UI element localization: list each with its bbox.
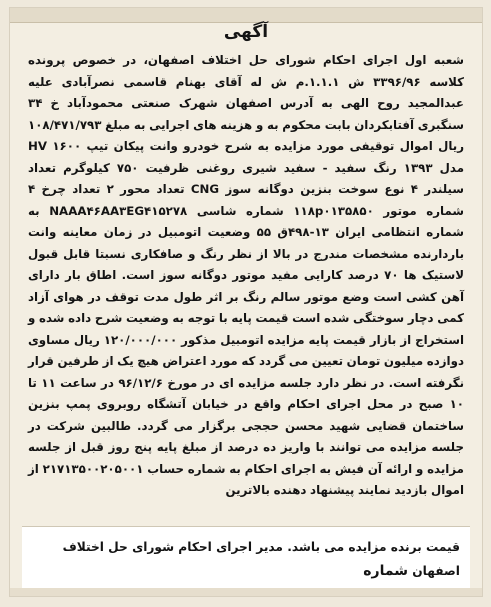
notice-body: شعبه اول اجرای احکام شورای حل اختلاف اصفهان، در خصوص پرونده کلاسه ۳۳۹۶/۹۶ ش ۱.۱.۱.م ش له آقای بهنام قاسمی نصرآبادی علیه عبدالمجید روح الهی به آدرس اصفهان شهرک صنعتی محمودآباد خ ۳۴ سنگبری آفتابکردان بابت محکوم به و هزینه های اجرایی به مبلغ ۱۰۸/۴۷۱/۷۹۳ ریال اموال توقیفی مورد مزایده به شرح خودرو وانت پیکان تیپ HV ۱۶۰۰ مدل ۱۳۹۳ رنگ سفید - سفید شیری روغنی ظرفیت ۷۵۰ کیلوگرم تعداد سیلندر ۴ نوع سوخت بنزین دوگانه سوز CNG تعداد محور ۲ تعداد چرخ ۴ شماره موتور ۱۱۸p۰۱۳۵۸۵۰ شماره شاسی NAAA۴۶AA۳EG۴۱۵۲۷۸ به شماره انتظامی ایران ۱۳-۴۹۸ق ۵۵ وضعیت اتومبیل در زمان معاینه وانت باردارنده مشخصات مندرج در بالا از نظر رنگ و صافکاری نسبتا قابل قبول لاستیک ها ۷۰ درصد کارایی مفید موتور دوگانه سوز است. اطاق بار دارای آهن کشی است وضع موتور سالم رنگ بر اثر طول مدت توقف در هوای آزاد کمی دچار سوختگی شده است قیمت پایه با توجه به وضعیت شرح داده شده و استخراج از بازار قیمت پایه مزایده اتومبیل مذکور ۱۲۰/۰۰۰/۰۰۰ ریال مساوی دوازده میلیون تومان تعیین می گردد که مورد اعتراض هیچ یک از طرفین قرار نگرفته است. در نظر دارد جلسه مزایده ای در مورخ ۹۶/۱۲/۶ در ساعت ۱۱ تا ۱۰ صبح در محل اجرای احکام واقع در خیابان آتشگاه روبروی پمپ بنزین ساختمان قضایی شهید محسن حججی برگزار می گردد. طالبین شرکت در جلسه مزایده می توانند با واریز ده درصد از مبلغ پایه پنج روز قبل از جلسه مزایده و ارائه آن فیش به اجرای احکام به شماره حساب ۲۱۷۱۳۵۰۰۲۰۵۰۰۱ از اموال بازدید نمایند پیشنهاد دهنده بالاترین (28, 53, 465, 497)
footer-number-label: شماره (363, 563, 408, 579)
footer-signature-text: قیمت برنده مزایده می باشد. مدیر اجرای احکام شورای حل اختلاف اصفهان (62, 540, 460, 578)
notice-footer (22, 526, 470, 596)
footer-line-1 (32, 535, 460, 583)
notice-title: آگهی (223, 22, 269, 42)
clipping-top-edge (10, 8, 482, 23)
newspaper-clipping (10, 8, 482, 596)
clipping-bottom-edge (10, 588, 482, 596)
